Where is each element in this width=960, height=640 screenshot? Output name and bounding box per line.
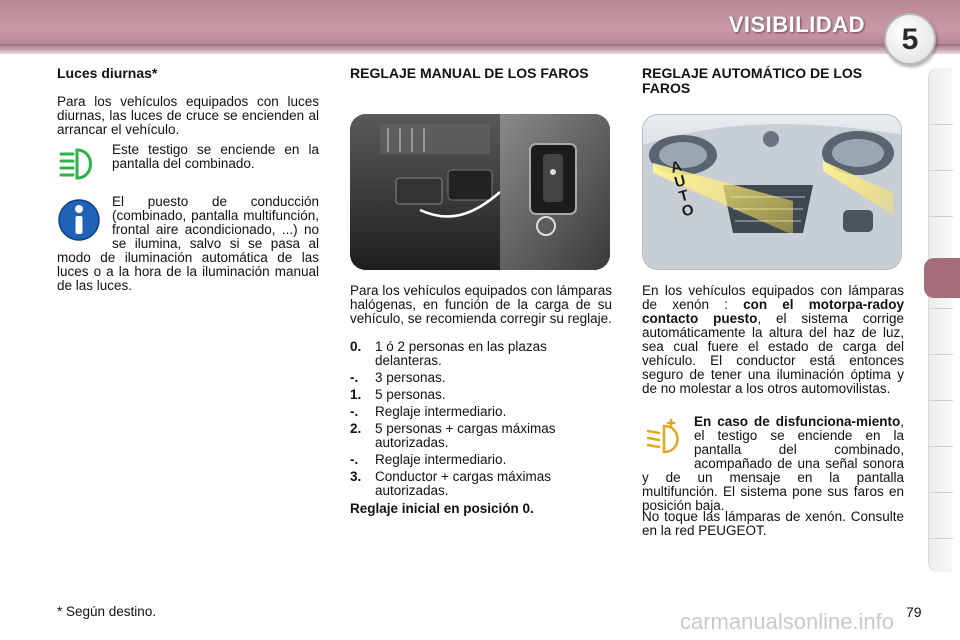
section-heading: REGLAJE MANUAL DE LOS FAROS: [350, 65, 589, 81]
list-key: 2.: [350, 421, 362, 436]
list-item: [350, 340, 612, 368]
list-key: -.: [350, 404, 359, 419]
list-value: Reglaje intermediario.: [375, 452, 507, 467]
headlamp-photo: [642, 114, 902, 270]
icon-spacer: [57, 195, 112, 241]
info-text: El puesto de conducción (combinado, pantalla multifunción, frontal aire acondicionado, ...) no se ilumina, salvo si se pasa al modo de iluminación automática de las luces o a la hora de la iluminación manual de las luces.: [57, 194, 319, 293]
testigo-paragraph: Este testigo se enciende en la pantalla del combinado.: [112, 142, 319, 171]
daytime-running-light-icon: [57, 144, 101, 189]
list-item: [350, 371, 612, 385]
list-key: 0.: [350, 339, 362, 354]
footnote: * Según destino.: [57, 604, 157, 619]
auto-intro-c: , el sistema corrige automáticamente la altura del haz de luz, sea cual fuere el estado de carga del vehículo. El conductor está entonces seguro de tener una iluminación óptima y de no molestar a los otros automovilistas.: [642, 311, 904, 396]
chapter-tabs: [928, 68, 952, 572]
list-item: [350, 470, 612, 498]
initial-setting-note: Reglaje inicial en posición 0.: [350, 501, 534, 516]
auto-text: AUTO: [668, 157, 696, 221]
daytime-lights-section: [57, 66, 319, 141]
page-number: 79: [906, 604, 922, 620]
list-item: [350, 453, 612, 467]
tab-divider: [929, 492, 953, 493]
list-value: Conductor + cargas máximas autorizadas.: [375, 469, 551, 498]
icon-spacer: [642, 415, 694, 467]
tab-divider: [929, 308, 953, 309]
chapter-number: 5: [901, 23, 919, 56]
tab-divider: [929, 538, 953, 539]
list-value: 1 ó 2 personas en las plazas delanteras.: [375, 339, 547, 368]
fault-text-b: , el testigo se enciende en la pantalla del combinado, acompañado de una señal sonora y de un mensaje en la pantalla multifunción. El sistema pone sus faros en posición baja.: [642, 414, 904, 513]
section-heading: Luces diurnas*: [57, 65, 158, 81]
manual-adjust-heading-block: [350, 66, 612, 81]
list-value: 5 personas + cargas máximas autorizadas.: [375, 421, 556, 450]
watermark: carmanualsonline.info: [680, 609, 895, 634]
list-item: [350, 388, 612, 402]
list-key: 3.: [350, 469, 362, 484]
tab-divider: [929, 400, 953, 401]
manual-intro: Para los vehículos equipados con lámparas halógenas, en función de la carga de su vehículo, se recomienda corregir su reglaje.: [350, 283, 612, 326]
list-key: -.: [350, 452, 359, 467]
list-value: 3 personas.: [375, 370, 446, 385]
tab-divider: [929, 124, 953, 125]
tab-divider: [929, 446, 953, 447]
header-shadow: [0, 44, 960, 54]
auto-intro-b: con el motorpa-radoy contacto puesto: [642, 297, 904, 326]
page-title: VISIBILIDAD: [728, 12, 865, 37]
fault-text-a: En caso de disfunciona-miento: [694, 414, 901, 429]
chapter-badge: [884, 13, 936, 65]
intro-paragraph: Para los vehículos equipados con luces diurnas, las luces de cruce se encienden al arrancar el vehículo.: [57, 94, 319, 137]
auto-adjust-heading-block: [642, 66, 904, 96]
list-value: 5 personas.: [375, 387, 446, 402]
load-positions-list: [350, 340, 612, 520]
fault-paragraph: [642, 415, 904, 513]
auto-intro-a: En los vehículos equipados con lámparas de xenón :: [642, 283, 904, 312]
section-heading: REGLAJE AUTOMÁTICO DE LOS FAROS: [642, 65, 863, 96]
tab-divider: [929, 216, 953, 217]
info-paragraph: [57, 195, 319, 293]
list-item: [350, 422, 612, 450]
dashboard-photo: [350, 114, 610, 270]
xenon-note: No toque las lámparas de xenón. Consulte en la red PEUGEOT.: [642, 509, 904, 538]
list-key: -.: [350, 370, 359, 385]
auto-intro: [642, 284, 904, 396]
active-chapter-tab[interactable]: [924, 258, 960, 298]
tab-divider: [929, 170, 953, 171]
list-value: Reglaje intermediario.: [375, 404, 507, 419]
list-key: 1.: [350, 387, 362, 402]
tab-divider: [929, 354, 953, 355]
list-item: [350, 405, 612, 419]
